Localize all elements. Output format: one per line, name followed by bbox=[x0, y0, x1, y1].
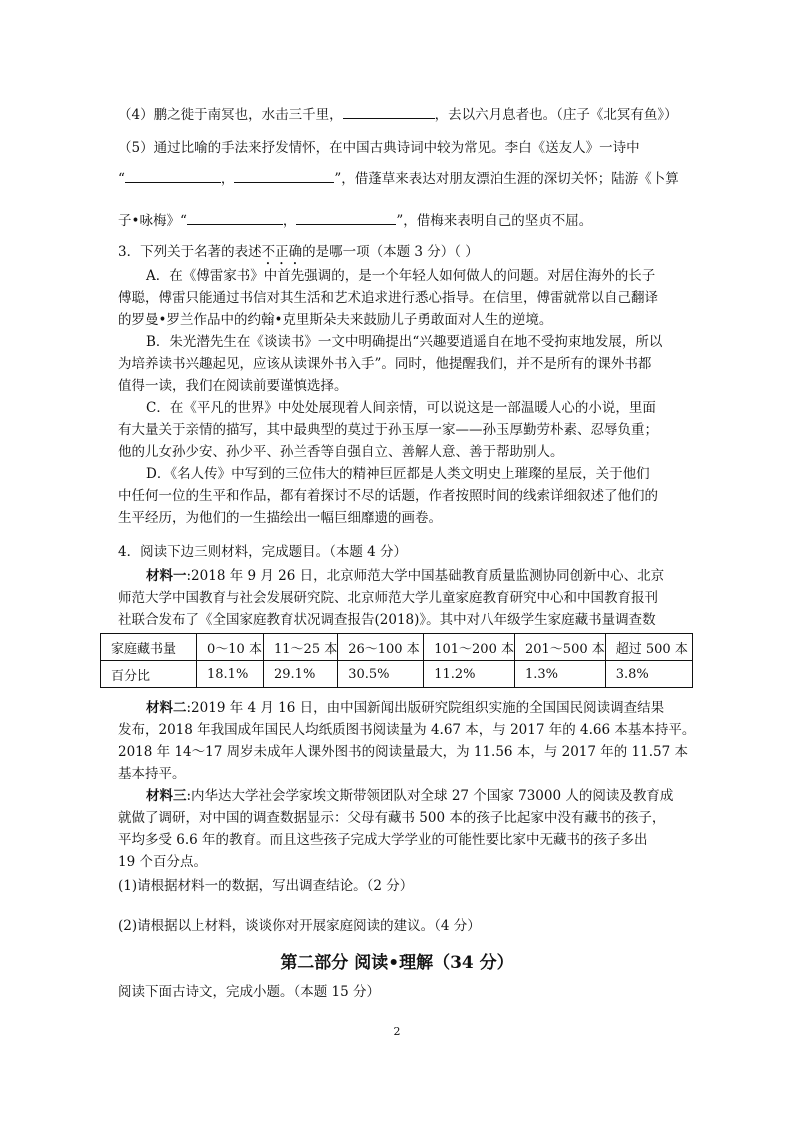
q4-subquestion-2: (2)请根据以上材料，谈谈你对开展家庭阅读的建议。（4 分） bbox=[118, 918, 481, 934]
answer-blank bbox=[343, 104, 435, 119]
answer-blank bbox=[296, 210, 396, 225]
q3-option-a-line: 的罗曼•罗兰作品中的约翰•克里斯朵夫来鼓励儿子勇敢面对人生的逆境。 bbox=[118, 312, 553, 328]
material-3-line: 就做了调研，对中国的调查数据显示：父母有藏书 500 本的孩子比起家中没有藏书的孩子， bbox=[118, 810, 666, 826]
material-3-line: 19 个百分点。 bbox=[118, 854, 207, 870]
material-2-line: 材料二:2019 年 4 月 16 日，由中国新闻出版研究院组织实施的全国国民阅读调查结果 bbox=[146, 700, 665, 716]
q4-subquestion-1: (1)请根据材料一的数据，写出调查结论。（2 分） bbox=[118, 878, 414, 894]
table-cell: 30.5% bbox=[338, 661, 424, 688]
book-ownership-table bbox=[100, 633, 693, 688]
table-cell: 101～200 本 bbox=[424, 634, 515, 661]
material-1-line: 师范大学中国教育与社会发展研究院、北京师范大学儿童家庭教育研究中心和中国教育报刊 bbox=[118, 590, 658, 606]
table-cell: 11～25 本 bbox=[264, 634, 338, 661]
material-2-line: 发布，2018 年我国成年国民人均纸质图书阅读量为 4.67 本，与 2017 年的 4.66 本基本持平。 bbox=[118, 722, 696, 738]
q4-stem: 4．阅读下边三则材料，完成题目。（本题 4 分） bbox=[118, 544, 408, 560]
material-2-line: 基本持平。 bbox=[118, 766, 186, 782]
section-heading: 第二部分 阅读•理解（34 分） bbox=[280, 953, 514, 973]
q3-option-d-line: D．《名人传》中写到的三位伟大的精神巨匠都是人类文明史上璀璨的星辰，关于他们 bbox=[146, 466, 650, 482]
table-cell: 1.3% bbox=[514, 661, 605, 688]
answer-blank bbox=[187, 210, 283, 225]
table-row bbox=[101, 661, 693, 688]
q3-option-d-line: 中任何一位的生平和作品，都有着探讨不尽的话题，作者按照时间的线索详细叙述了他们的 bbox=[118, 488, 658, 504]
answer-blank bbox=[234, 168, 334, 183]
section-intro: 阅读下面古诗文，完成小题。（本题 15 分） bbox=[118, 984, 381, 1000]
q2-item5-line3: 子•咏梅》“ ， ”，借梅来表明自己的坚贞不屈。 bbox=[118, 210, 592, 231]
table-cell: 26～100 本 bbox=[338, 634, 424, 661]
q3-option-b-line: 为培养读书兴趣起见，应该从读课外书入手”。同时，他提醒我们，并不是所有的课外书都 bbox=[118, 356, 652, 372]
q3-option-b-line: B．朱光潜先生在《谈读书》一文中明确提出“兴趣要逍遥自在地不受拘束地发展，所以 bbox=[146, 334, 663, 350]
table-cell: 18.1% bbox=[197, 661, 264, 688]
q2-item5-line1: （5）通过比喻的手法来抒发情怀，在中国古典诗词中较为常见。李白《送友人》一诗中 bbox=[118, 140, 640, 156]
q3-option-c-line: C．在《平凡的世界》中处处展现着人间亲情，可以说这是一部温暖人心的小说，里面 bbox=[146, 400, 656, 416]
table-cell: 家庭藏书量 bbox=[101, 634, 197, 661]
q3-option-b-line: 值得一读，我们在阅读前要谨慎选择。 bbox=[118, 378, 348, 394]
answer-blank bbox=[125, 168, 221, 183]
q3-option-d-line: 生平经历，为他们的一生描绘出一幅巨细靡遗的画卷。 bbox=[118, 510, 442, 526]
q3-option-a-line: A．在《傅雷家书》中首先强调的，是一个年轻人如何做人的问题。对居住海外的长子 bbox=[146, 268, 656, 284]
material-1-line: 社联合发布了《全国家庭教育状况调查报告(2018)》。其中对八年级学生家庭藏书量调查数 bbox=[118, 612, 656, 628]
material-2-line: 2018 年 14～17 周岁未成年人课外图书的阅读量最大，为 11.56 本，与 2017 年的 11.57 本 bbox=[118, 744, 688, 760]
material-3-line: 平均多受 6.6 年的教育。而且这些孩子完成大学学业的可能性要比家中无藏书的孩子多出 bbox=[118, 832, 648, 848]
material-3-line: 材料三:内华达大学社会学家埃文斯带领团队对全球 27 个国家 73000 人的阅读及教育成 bbox=[146, 788, 674, 804]
q2-item4: （4）鹏之徙于南冥也，水击三千里， ，去以六月息者也。（庄子《北冥有鱼》） bbox=[118, 104, 678, 125]
page-number: 2 bbox=[393, 1025, 401, 1038]
table-cell: 超过 500 本 bbox=[605, 634, 692, 661]
table-cell: 百分比 bbox=[101, 661, 197, 688]
material-1-line: 材料一:2018 年 9 月 26 日，北京师范大学中国基础教育质量监测协同创新中心、北京 bbox=[146, 568, 665, 584]
q2-item5-line2: “ ， ”，借蓬草来表达对朋友漂泊生涯的深切关怀；陆游《卜算 bbox=[118, 168, 679, 189]
table-cell: 11.2% bbox=[424, 661, 515, 688]
table-cell: 201～500 本 bbox=[514, 634, 605, 661]
table-cell: 0～10 本 bbox=[197, 634, 264, 661]
table-row bbox=[101, 634, 693, 661]
q3-stem: 3．下列关于名著的表述不正确的是哪一项（本题 3 分）（ ） bbox=[118, 244, 479, 260]
table-cell: 3.8% bbox=[605, 661, 692, 688]
q3-option-a-line: 傅聪，傅雷只能通过书信对其生活和艺术追求进行悉心指导。在信里，傅雷就常以自己翻译 bbox=[118, 290, 658, 306]
q3-option-c-line: 他的儿女孙少安、孙少平、孙兰香等自强自立、善解人意、善于帮助别人。 bbox=[118, 444, 564, 460]
table-cell: 29.1% bbox=[264, 661, 338, 688]
q3-option-c-line: 有大量关于亲情的描写，其中最典型的莫过于孙玉厚一家——孙玉厚勤劳朴素、忍辱负重； bbox=[118, 422, 658, 438]
